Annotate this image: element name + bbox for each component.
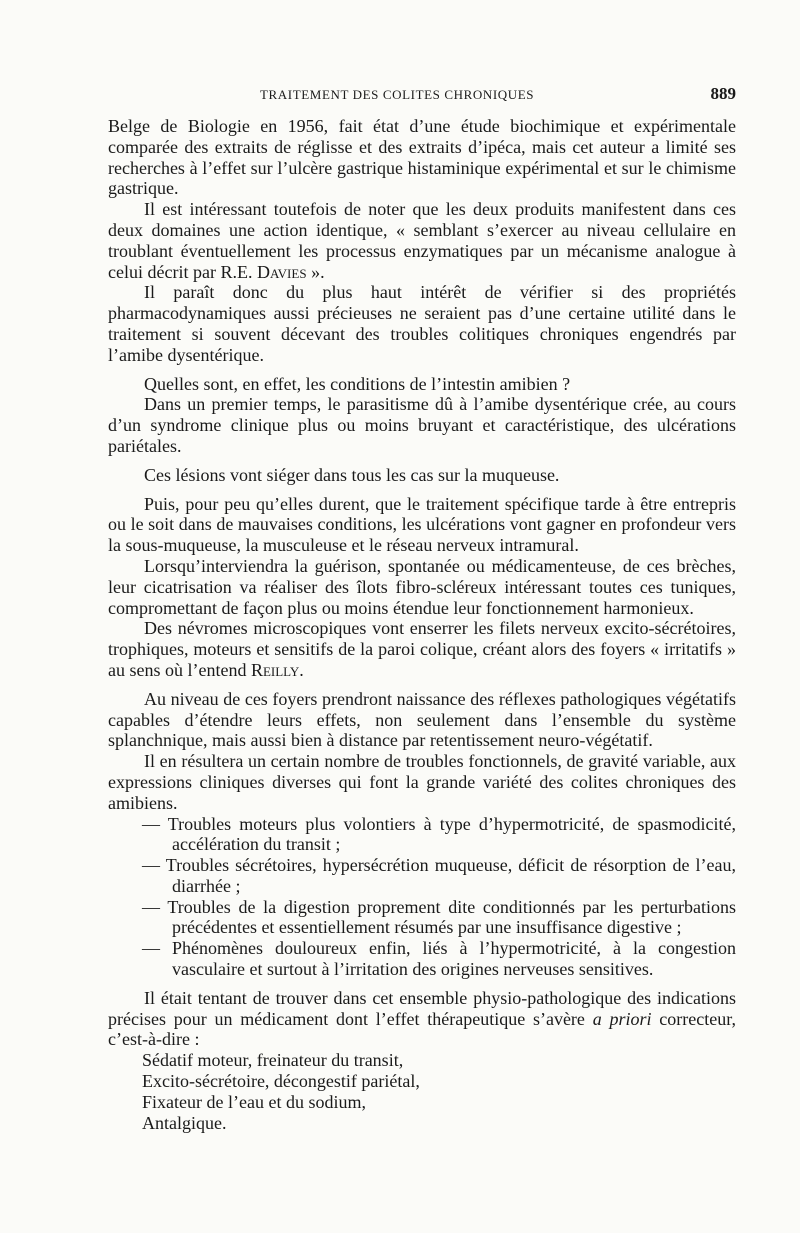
paragraph-8: Lorsqu’interviendra la guérison, spontanée ou médicamenteuse, de ces brèches, leur cicatrisation va réaliser des îlots fibro-scléreux intéressant toutes ces tuniques, compromettant de façon plus ou moins étendue leur fonctionnement harmonieux. xyxy=(108,555,736,618)
list-item-4: — Phénomènes douloureux enfin, liés à l’hypermotricité, à la congestion vasculaire et surtout à l’irritation des origines nerveuses sensitives. xyxy=(142,938,736,980)
paragraph-1: Belge de Biologie en 1956, fait état d’une étude biochimique et expérimentale comparée des extraits de réglisse et des extraits d’ipéca, mais cet auteur a limité ses recherches à l’effet sur l’ulcère gastrique histaminique expérimental et sur le chimisme gastrique. xyxy=(108,116,736,199)
italic-a-priori: a priori xyxy=(592,1008,652,1029)
paragraph-9 xyxy=(108,618,736,680)
running-head xyxy=(108,84,736,104)
paragraph-11: Il en résultera un certain nombre de troubles fonctionnels, de gravité variable, aux expressions cliniques diverses qui font la grande variété des colites chroniques des amibiens. xyxy=(108,751,736,813)
paragraph-6: Ces lésions vont siéger dans tous les cas sur la muqueuse. xyxy=(144,464,560,485)
paragraph-5: Dans un premier temps, le parasitisme dû à l’amibe dysentérique crée, au cours d’un syndrome clinique plus ou moins bruyant et caractéristique, des ulcérations pariétales. xyxy=(108,394,736,456)
body-text xyxy=(108,116,736,1133)
paragraph-12 xyxy=(108,988,736,1050)
list-item-1: — Troubles moteurs plus volontiers à type d’hypermotricité, de spasmodicité, accélération du transit ; xyxy=(142,813,736,855)
final-line-3: Fixateur de l’eau et du sodium, xyxy=(142,1091,366,1112)
running-title: TRAITEMENT DES COLITES CHRONIQUES xyxy=(260,87,535,102)
paragraph-2-text: Il est intéressant toutefois de noter que les deux produits manifestent dans ces deux domaines une action identique, « semblant s’exercer au niveau cellulaire en troublant éventuellement les processus enzymatiques par un mécanisme analogue à celui décrit par R.E. xyxy=(108,199,736,282)
list-item-2: — Troubles sécrétoires, hypersécrétion muqueuse, déficit de résorption de l’eau, diarrhée ; xyxy=(142,855,736,896)
paragraph-4: Quelles sont, en effet, les conditions de l’intestin amibien ? xyxy=(144,373,571,394)
author-davies: Davies xyxy=(256,261,307,282)
list-item-3: — Troubles de la digestion proprement dite conditionnés par les perturbations précédentes et essentiellement résumés par une insuffisance digestive ; xyxy=(142,896,736,938)
author-reilly: Reilly xyxy=(250,659,300,680)
paragraph-12-end: correcteur, c’est-à-dire : xyxy=(108,1008,737,1050)
final-line-4: Antalgique. xyxy=(142,1112,227,1133)
paragraph-2-end: ». xyxy=(306,261,325,282)
paragraph-9-end: . xyxy=(299,659,304,680)
paragraph-12-start: Il était tentant de trouver dans cet ensemble physio-pathologique des indications précises pour un médicament dont l’effet thérapeutique s’avère xyxy=(108,987,736,1029)
final-line-2: Excito-sécrétoire, décongestif pariétal, xyxy=(142,1071,420,1092)
paragraph-3: Il paraît donc du plus haut intérêt de vérifier si des propriétés pharmacodynamiques aussi précieuses ne seraient pas d’une certaine utilité dans le traitement si souvent décevant des troubles colitiques chroniques engendrés par l’amibe dysentérique. xyxy=(108,282,736,365)
page-number: 889 xyxy=(710,84,736,103)
paragraph-9-text: Des névromes microscopiques vont enserrer les filets nerveux excito-sécrétoires, trophiques, moteurs et sensitifs de la paroi colique, créant alors des foyers « irritatifs » au sens où l’entend xyxy=(108,618,736,680)
paragraph-2 xyxy=(108,199,736,282)
final-line-1: Sédatif moteur, freinateur du transit, xyxy=(142,1050,404,1071)
paragraph-7: Puis, pour peu qu’elles durent, que le traitement spécifique tarde à être entrepris ou le soit dans de mauvaises conditions, les ulcérations vont gagner en profondeur vers la sous-muqueuse, la musculeuse et le réseau nerveux intramural. xyxy=(108,493,736,556)
paragraph-10: Au niveau de ces foyers prendront naissance des réflexes pathologiques végétatifs capables d’étendre leurs effets, non seulement dans l’ensemble du système splanchnique, mais aussi bien à distance par retentissement neuro-végétatif. xyxy=(108,688,736,751)
